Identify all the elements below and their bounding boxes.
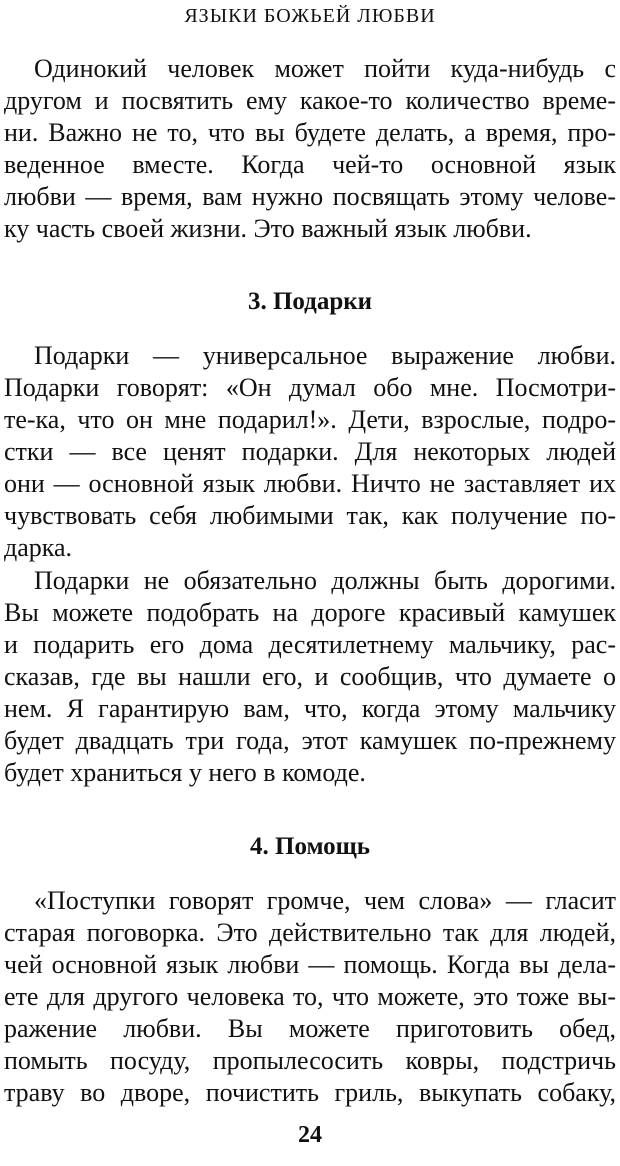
- text-line: сказав, где вы нашли его, и сообщив, что думаете о: [4, 662, 616, 691]
- text-line: стки — все ценят подарки. Для некоторых людей: [4, 437, 616, 466]
- text-line: Подарки говорят: «Он думал обо мне. Посмотри-: [4, 373, 616, 402]
- text-line: траву во дворе, почистить гриль, выкупать собаку,: [4, 1078, 616, 1107]
- text-line: будет храниться у него в комоде.: [4, 758, 366, 787]
- section-heading-gifts: 3. Подарки: [247, 288, 373, 315]
- text-line: ни. Важно не то, что вы будете делать, а время, про-: [4, 118, 616, 147]
- text-line: нем. Я гарантирую вам, что, когда этому мальчику: [4, 694, 616, 723]
- text-line: те-ка, что он мне подарил!». Дети, взрослые, подро-: [4, 405, 616, 434]
- text-line: старая поговорка. Это действительно так для людей,: [4, 918, 616, 947]
- text-line: помыть посуду, пропылесосить ковры, подстричь: [4, 1046, 616, 1075]
- text-line: Вы можете подобрать на дороге красивый камушек: [4, 598, 616, 627]
- page-number: 24: [298, 1122, 322, 1148]
- text-line: чувствовать себя любимыми так, как получение по-: [4, 501, 616, 530]
- text-line: Подарки не обязательно должны быть дорогими.: [34, 566, 616, 595]
- text-line: и подарить его дома десятилетнему мальчику, рас-: [4, 630, 616, 659]
- text-line: Одинокий человек может пойти куда-нибудь с: [34, 54, 616, 83]
- text-line: любви — время, вам нужно посвящать этому челове-: [4, 182, 616, 211]
- text-line: ражение любви. Вы можете приготовить обед,: [4, 1014, 616, 1043]
- text-line: ете для другого человека то, что можете, это тоже вы-: [4, 982, 616, 1011]
- text-line: веденное вместе. Когда чей-то основной язык: [4, 150, 616, 179]
- text-line: Подарки — универсальное выражение любви.: [34, 341, 616, 370]
- text-line: они — основной язык любви. Ничто не заставляет их: [4, 469, 616, 498]
- text-line: другом и посвятить ему какое-то количество време-: [4, 86, 616, 115]
- text-line: чей основной язык любви — помощь. Когда вы дела-: [4, 950, 616, 979]
- text-line: дарка.: [4, 533, 73, 562]
- text-line: ку часть своей жизни. Это важный язык любви.: [4, 214, 532, 243]
- section-heading-help: 4. Помощь: [250, 833, 370, 860]
- text-line: будет двадцать три года, этот камушек по-прежнему: [4, 726, 616, 755]
- running-head: ЯЗЫКИ БОЖЬЕЙ ЛЮБВИ: [184, 5, 436, 27]
- text-line: «Поступки говорят громче, чем слова» — гласит: [34, 886, 616, 915]
